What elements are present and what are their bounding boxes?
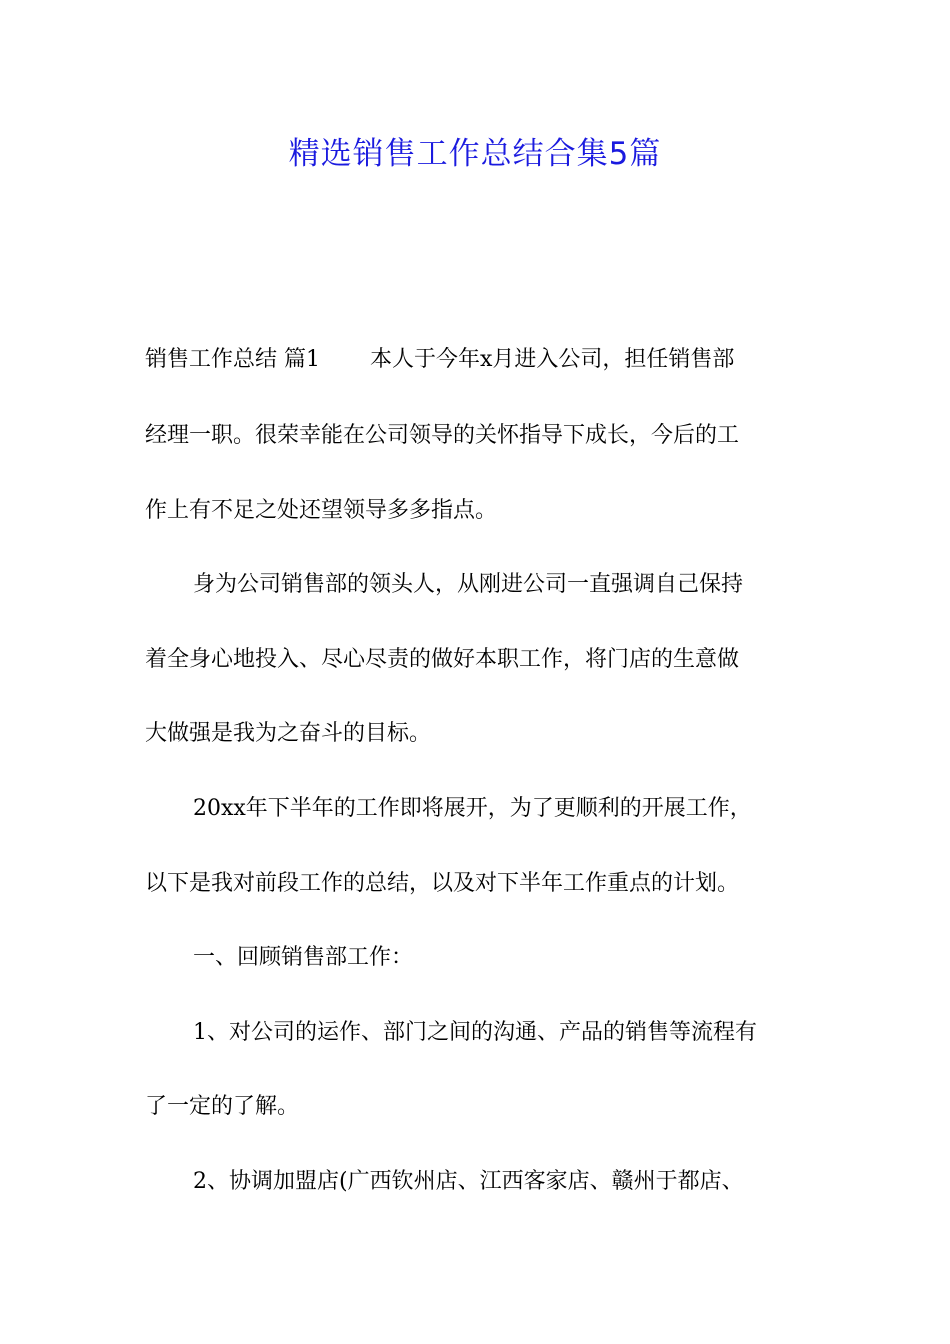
list-item-line: 2、协调加盟店(广西钦州店、江西客家店、赣州于都店、 [193,1169,744,1194]
section-heading: 销售工作总结 篇1 [145,347,320,372]
list-item-line: 了一定的了解。 [145,1094,300,1119]
document-title: 精选销售工作总结合集5篇 [288,136,662,172]
paragraph-line: 20xx年下半年的工作即将展开，为了更顺利的开展工作， [193,796,752,821]
paragraph-line [145,340,734,380]
paragraph-line: 经理一职。很荣幸能在公司领导的关怀指导下成长，今后的工 [145,423,740,448]
paragraph-line: 作上有不足之处还望领导多多指点。 [145,498,498,523]
paragraph-line: 着全身心地投入、尽心尽责的做好本职工作，将门店的生意做 [145,647,740,672]
paragraph-text: 本人于今年x月进入公司，担任销售部 [370,347,735,372]
paragraph-line: 以下是我对前段工作的总结，以及对下半年工作重点的计划。 [145,871,740,896]
list-item-line: 1、对公司的运作、部门之间的沟通、产品的销售等流程有 [193,1020,757,1045]
paragraph-line: 大做强是我为之奋斗的目标。 [145,721,432,746]
paragraph-line: 身为公司销售部的领头人，从刚进公司一直强调自己保持 [193,572,744,597]
list-heading: 一、回顾销售部工作： [193,945,414,970]
